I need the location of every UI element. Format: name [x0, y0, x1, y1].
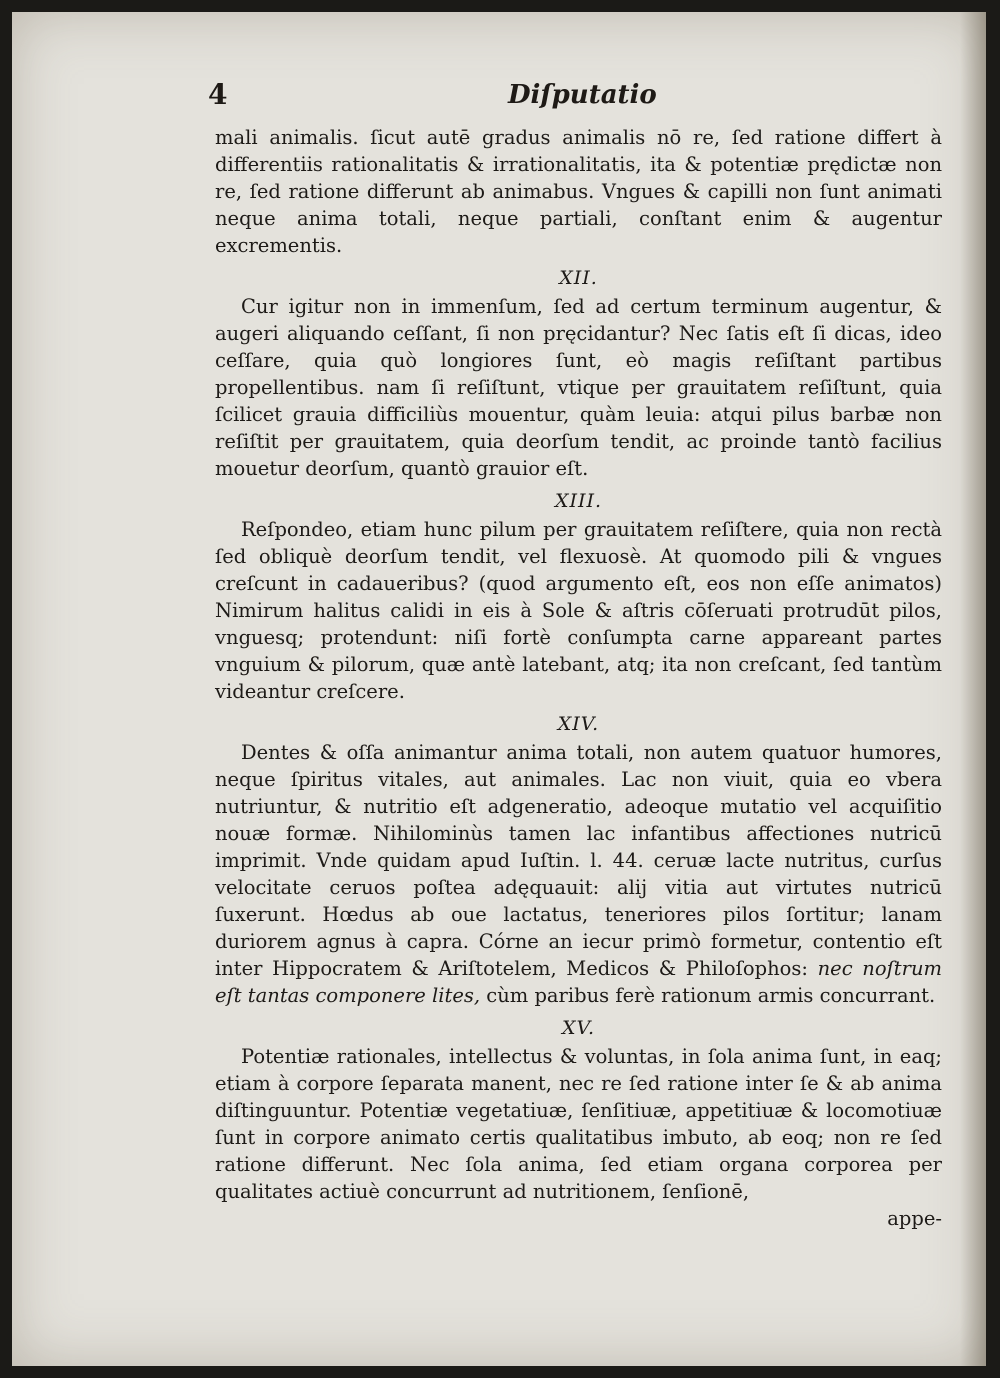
paragraph-xiii: Reſpondeo, etiam hunc pilum per grauitatem reſiſtere, quia non rectà ſed obliquè deorſum tendit, vel flexuosè. At quomodo pili & vngues creſcunt in cadaueribus? (quod argumento eſt, eos non eſſe animatos) Nimirum halitus calidi in eis à Sole & aſtris cōſeruati protrudūt pilos, vnguesq; protendunt: niſi fortè conſumpta carne appareant partes vnguium & pilorum, quæ antè latebant, atq; ita non creſcant, ſed tantùm videantur creſcere. [215, 518, 942, 703]
section-number-xv: XV. [562, 1017, 595, 1039]
running-title: Diſputatio [508, 80, 657, 110]
running-head [208, 78, 958, 112]
paragraph-xiv [215, 739, 942, 1009]
book-page [12, 12, 986, 1366]
paragraph-xiv-ending: cùm paribus ferè rationum armis concurrant. [486, 984, 936, 1007]
catchword: appe- [887, 1207, 942, 1230]
paragraph-xiv-text: Dentes & oſſa animantur anima totali, non autem quatuor humores, neque ſpiritus vitales, aut animales. Lac non viuit, quia eo vbera nutriuntur, & nutritio eſt adgeneratio, adeoque mutatio vel acquiſitio nouæ formæ. Nihilominùs tamen lac infantibus affectiones nutricū imprimit. Vnde quidam apud Iuſtin. l. 44. ceruæ lacte nutritus, curſus velocitate ceruos poſtea adęquauit: alij vitia aut virtutes nutricū ſuxerunt. Hœdus ab oue lactatus, teneriores pilos ſortitur; lanam duriorem agnus à capra. Córne an iecur primò formetur, contentio eſt inter Hippocratem & Ariſtotelem, Medicos & Philoſophos: [215, 741, 942, 980]
page-number: 4 [208, 78, 228, 111]
section-number-xiii: XIII. [554, 490, 603, 512]
section-number-xii: XII. [559, 267, 598, 289]
body-text [215, 124, 942, 1232]
horace-quote: nec noſtrum eſt tantas componere lites, [215, 957, 942, 1007]
paragraph-xii: Cur igitur non in immenſum, ſed ad certum terminum augentur, & augeri aliquando ceſſant, ſi non pręcidantur? Nec ſatis eſt ſi dicas, ideo ceſſare, quia quò longiores ſunt, eò magis reſiſtant partibus propellentibus. nam ſi reſiſtunt, vtique per grauitatem reſiſtunt, quia ſcilicet grauia difficiliùs mouentur, quàm leuia: atqui pilus barbæ non reſiſtit per grauitatem, quia deorſum tendit, ac proinde tantò facilius mouetur deorſum, quantò grauior eſt. [215, 295, 942, 480]
paragraph-continuation: mali animalis. ſicut autē gradus animalis nō re, ſed ratione differt à differentiis rationalitatis & irrationalitatis, ita & potentiæ prędictæ non re, ſed ratione differunt ab animabus. Vngues & capilli non ſunt animati neque anima totali, neque partiali, conſtant enim & augentur excrementis. [215, 126, 942, 257]
section-number-xiv: XIV. [557, 713, 600, 735]
paragraph-xv: Potentiæ rationales, intellectus & voluntas, in ſola anima ſunt, in eaq; etiam à corpore ſeparata manent, nec re ſed ratione inter ſe & ab anima diſtinguuntur. Potentiæ vegetatiuæ, ſenſitiuæ, appetitiuæ & locomotiuæ ſunt in corpore animato certis qualitatibus imbuto, ab eoq; non re ſed ratione differunt. Nec ſola anima, ſed etiam organa corporea per qualitates actiuè concurrunt ad nutritionem, ſenſionē, [215, 1045, 942, 1203]
